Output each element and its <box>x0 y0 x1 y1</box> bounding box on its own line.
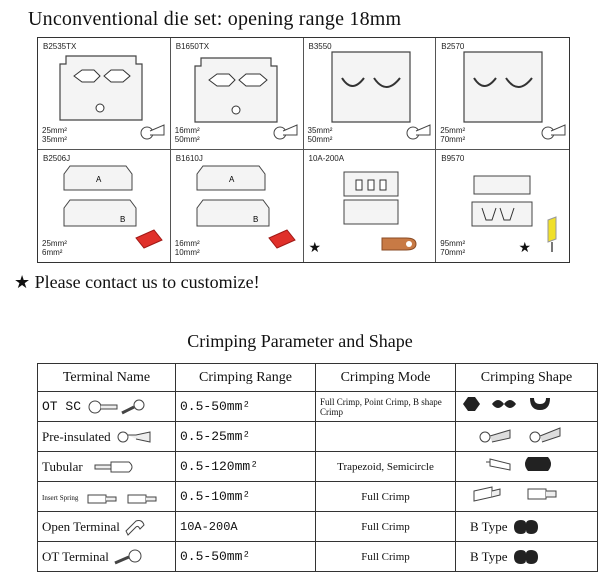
die-code: B2535TX <box>43 42 77 51</box>
die-cell <box>171 150 304 262</box>
terminal-name: Insert Spring <box>38 482 176 512</box>
col-header: Crimping Mode <box>316 364 456 392</box>
b-type-shape-icon <box>512 548 540 566</box>
star-icon: ★ <box>308 241 322 256</box>
crimp-range: 10A-200A <box>176 512 316 542</box>
die-cell <box>436 38 569 150</box>
table-row <box>38 482 598 512</box>
crimp-mode: Trapezoid, Semicircle <box>316 452 456 482</box>
col-header: Crimping Range <box>176 364 316 392</box>
die-cell <box>304 150 437 262</box>
table-row <box>38 512 598 542</box>
table-header-row <box>38 364 598 392</box>
svg-text:A: A <box>96 175 102 184</box>
tubular-terminal-icon <box>89 458 139 476</box>
die-range: 25mm² 6mm² <box>42 239 67 257</box>
crimping-title: Crimping Parameter and Shape <box>187 331 413 351</box>
terminal-name: Pre-insulated <box>38 422 176 452</box>
crimp-range: 0.5-50mm² <box>176 542 316 572</box>
die-cell <box>436 150 569 262</box>
crimping-table <box>37 363 598 572</box>
customize-note: ★ Please contact us to customize! <box>14 272 260 292</box>
insulated-terminal-icon <box>117 428 157 446</box>
die-code: B9570 <box>441 154 465 163</box>
die-cell <box>38 150 171 262</box>
table-row <box>38 452 598 482</box>
crimp-shape <box>456 392 598 422</box>
open-terminal-die-icon <box>304 150 437 262</box>
crimp-mode <box>316 422 456 452</box>
col-header: Terminal Name <box>38 364 176 392</box>
crimp-shape <box>456 422 598 452</box>
b-type-shape-icon <box>512 518 540 536</box>
crimp-mode: Full Crimp <box>316 482 456 512</box>
crimp-shape-icon <box>460 483 580 505</box>
svg-text:A: A <box>228 175 235 184</box>
open-terminal-icon <box>122 517 152 537</box>
crimp-range: 0.5-10mm² <box>176 482 316 512</box>
col-header: Crimping Shape <box>456 364 598 392</box>
crimp-mode: Full Crimp, Point Crimp, B shape Crimp <box>316 392 456 422</box>
die-cell <box>171 38 304 150</box>
die-range: 25mm² 70mm² <box>440 126 466 144</box>
die-range: 95mm² 70mm² <box>440 239 466 257</box>
die-code: B1610J <box>175 154 203 163</box>
svg-text:B: B <box>120 215 126 224</box>
die-range: 16mm² 10mm² <box>174 239 200 257</box>
die-cell <box>304 38 437 150</box>
crimp-mode: Full Crimp <box>316 512 456 542</box>
die-code: 10A-200A <box>308 154 345 163</box>
terminal-name: OT SC <box>38 392 176 422</box>
die-cell <box>38 38 171 150</box>
die-code: B3550 <box>308 42 332 51</box>
svg-text:B: B <box>252 215 259 224</box>
crimp-range: 0.5-50mm² <box>176 392 316 422</box>
die-set-grid <box>37 37 570 263</box>
crimp-mode: Full Crimp <box>316 542 456 572</box>
crimp-shape-icon <box>460 453 580 475</box>
crimp-range: 0.5-120mm² <box>176 452 316 482</box>
ring-terminal-icon <box>87 398 147 416</box>
crimp-shape: B Type <box>456 512 598 542</box>
table-row <box>38 422 598 452</box>
terminal-name: Open Terminal <box>38 512 176 542</box>
star-icon: ★ <box>518 241 531 256</box>
die-code: B2506J <box>43 154 71 163</box>
crimp-shape <box>456 482 598 512</box>
die-code: B1650TX <box>175 42 210 51</box>
die-range: 25mm² 35mm² <box>42 126 67 144</box>
crimp-shape-icon <box>460 394 580 414</box>
die-range: 16mm² 50mm² <box>174 126 200 144</box>
die-range: 35mm² 50mm² <box>307 126 333 144</box>
terminal-name: OT Terminal <box>38 542 176 572</box>
ring-terminal-icon <box>111 547 145 567</box>
crimp-shape <box>456 452 598 482</box>
spring-terminal-icon <box>84 489 164 507</box>
crimp-range: 0.5-25mm² <box>176 422 316 452</box>
terminal-name: Tubular <box>38 452 176 482</box>
page-title: Unconventional die set: opening range 18mm <box>28 8 402 30</box>
crimp-shape-icon <box>460 423 580 445</box>
table-row <box>38 392 598 422</box>
die-code: B2570 <box>441 42 465 51</box>
crimp-shape: B Type <box>456 542 598 572</box>
table-row <box>38 542 598 572</box>
